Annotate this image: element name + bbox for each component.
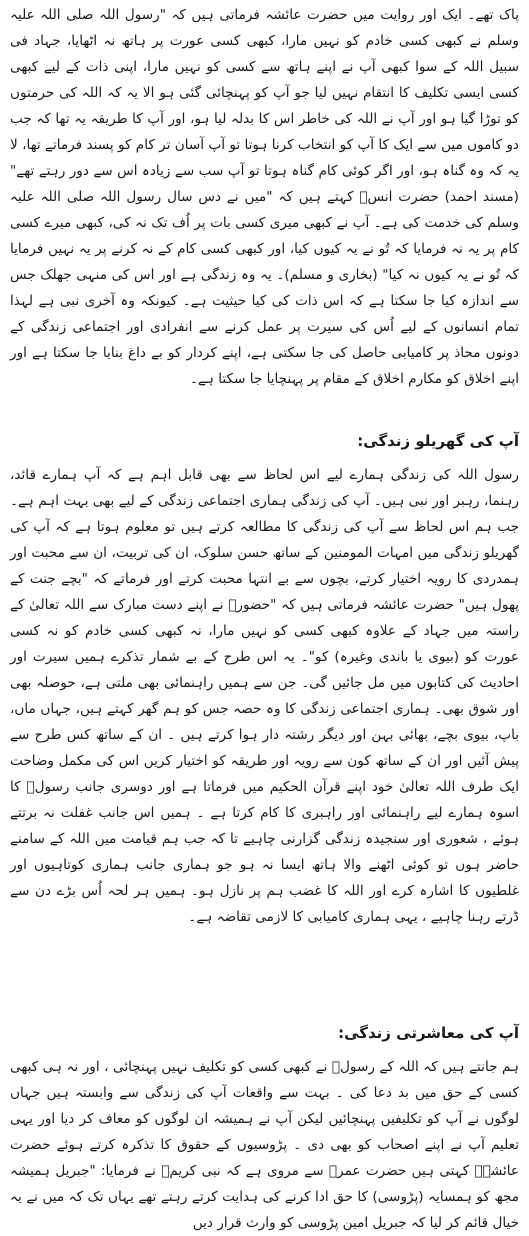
article-page [10,0,519,1231]
article-paragraph-1: پاک تھے۔ ایک اور روایت میں حضرت عائشہ فرماتی ہیں کہ "رسول اللہ صلی اللہ علیہ وسلم نے کبھی کسی خادم کو نہیں مارا، کبھی کسی عورت پر ہاتھ نہ اٹھایا، جہاد فی سبیل اللہ کے سوا کبھی آپ نے اپنے ہاتھ سے کسی کو نہیں مارا، اپنی ذات کے لیے کبھی کسی ایسی تکلیف کا انتقام نہیں لیا جو آپ کو پہنچائی گئی ہو الا یہ کہ اللہ کی حرمتوں کو توڑا گیا ہو اور آپ نے اللہ کی خاطر اس کا بدلہ لیا ہو، اور آپ کا طریقہ یہ تھا کہ جب دو کاموں میں سے ایک کا آپ کو انتخاب کرنا ہوتا تو آپ آسان تر کام کو پسند فرماتے تھا، لا یہ کہ وہ گناہ ہو، اور اگر کوئی کام گناہ ہوتا تو آپ سب سے زیادہ اس سے دور رہتے تھے" (مسند احمد) حضرت انسؓ کہتے ہیں کہ "میں نے دس سال رسول اللہ صلی اللہ علیہ وسلم کی خدمت کی ہے۔ آپ نے کبھی میری کسی بات پر اُف تک نہ کی، کبھی میرے کسی کام پر یہ نہ فرمایا کہ تُو نے یہ کیوں کیا، اور کبھی کسی کام کے نہ کرنے پر یہ نہیں فرمایا کہ تُو نے یہ کیوں نہ کیا" (بخاری و مسلم)۔ یہ وہ زندگی ہے اور اس کی منہی جھلک جس سے اندازہ کیا جا سکتا ہے کہ اس ذات کی کیا حیثیت ہے۔ کیونکہ وہ آخری نبی ہے لہذا تمام انسانوں کے لیے اُس کی سیرت پر عمل کرنے سے انفرادی اور اجتماعی زندگی کے دونوں محاذ پر کامیابی حاصل کی جا سکتی ہے، اپنے کردار کو بے داغ بنایا جا سکتا ہے اور اپنے اخلاق کو مکارم اخلاق کے مقام پر پہنچایا جا سکتا ہے۔ [10,7,519,387]
section-heading-social-life: آپ کی معاشرتی زندگی: [338,1024,519,1042]
article-paragraph-2: رسول اللہ کی زندگی ہمارے لیے اس لحاظ سے بھی قابل اہم ہے کہ آپ ہمارے قائد، رہنما، رہبر اور نبی ہیں۔ آپ کی زندگی ہماری اجتماعی زندگی کے لیے بھی بہت اہم ہے۔ جب ہم اس لحاظ سے آپ کی زندگی کا مطالعہ کرتے ہیں تو معلوم ہوتا ہے کہ آپ کی گھریلو زندگی میں امہات المومنین کے ساتھ حسن سلوک، ان کی تربیت، ان سے محبت اور ہمدردی کا رویہ اختیار کرتے، بچوں سے بے انتہا محبت کرتے اور فرماتے کہ "بچے جنت کے پھول ہیں" حضرت عائشہ فرماتی ہیں کہ "حضورؐ نے اپنے دست مبارک سے اللہ تعالیٰ کے راستہ میں جہاد کے علاوہ کبھی کسی کو نہیں مارا، نہ کبھی کسی خادم کو نہ کسی عورت کو (بیوی یا باندی وغیرہ) کو"۔ یہ اس طرح کے بے شمار تذکرے ہمیں سیرت اور احادیث کی کتابوں میں مل جائیں گی۔ جن سے ہمیں راہنمائی بھی ملتی ہے، حوصلہ بھی اور شوق بھی۔ ہماری اجتماعی زندگی کا وہ حصہ جس کو ہم گھر کہتے ہیں، جہاں ماں، باپ، بیوی بچے، بھائی بہن اور دیگر رشتہ دار ہوا کرتے ہیں ۔ ان کے ساتھ کس طرح سے پیش آئیں اور ان کے ساتھ کون سے رویہ اور طریقہ کو اختیار کریں اس کی مکمل وضاحت ایک طرف اللہ تعالیٰ خود اپنے قرآن الحکیم میں فرماتا ہے اور دوسری جانب رسولؐ کا اسوہ ہمارے لیے راہنمائی اور راہبری کا کام کرتا ہے ۔ ہمیں اس جانب غفلت نہ برتتے ہوئے ، شعوری اور سنجیدہ زندگی گزارنی چاہیے تا کہ جب ہم قیامت میں اللہ کے سامنے حاضر ہوں تو کوئی اٹھنے والا ہاتھ ایسا نہ ہو جو ہماری جانب ہماری کوتاہیوں اور غلطیوں کا اشارہ کرے اور اللہ کا غضب ہم پر نازل ہو۔ ہمیں ہر لحہ اُس بڑے دن سے ڈرتے رہنا چاہیے ، یہی ہماری کامیابی کا لازمی تقاضہ ہے۔ [10,467,519,925]
section-heading-domestic-life: آپ کی گھریلو زندگی: [357,432,519,450]
article-paragraph-3: ہم جانتے ہیں کہ اللہ کے رسولؐ نے کبھی کسی کو تکلیف نہیں پہنچائی ، اور نہ ہی کبھی کسی کے حق میں بد دعا کی ۔ بہت سے واقعات آپ کی زندگی سے وابستہ ہیں جہاں لوگوں نے آپ کو تکلیفیں پہنچائیں لیکن آپ نے ہمیشہ ان لوگوں کو معاف کر دیا اور یہی تعلیم آپ نے اپنے اصحاب کو بھی دی ۔ پڑوسیوں کے حقوق کا تذکرہ کرتے ہوئے حضرت عائشہؓ کہتی ہیں حضرت عمرؓ سے مروی ہے کہ نبی کریمؐ نے فرمایا: "جبریل ہمیشہ مجھ کو ہمسایہ (پڑوسی) کا حق ادا کرنے کی ہدایت کرتے رہتے تھے یہاں تک کہ میں نے یہ خیال قائم کر لیا کہ جبریل امین پڑوسی کو وارث قرار دیں [10,1059,519,1231]
